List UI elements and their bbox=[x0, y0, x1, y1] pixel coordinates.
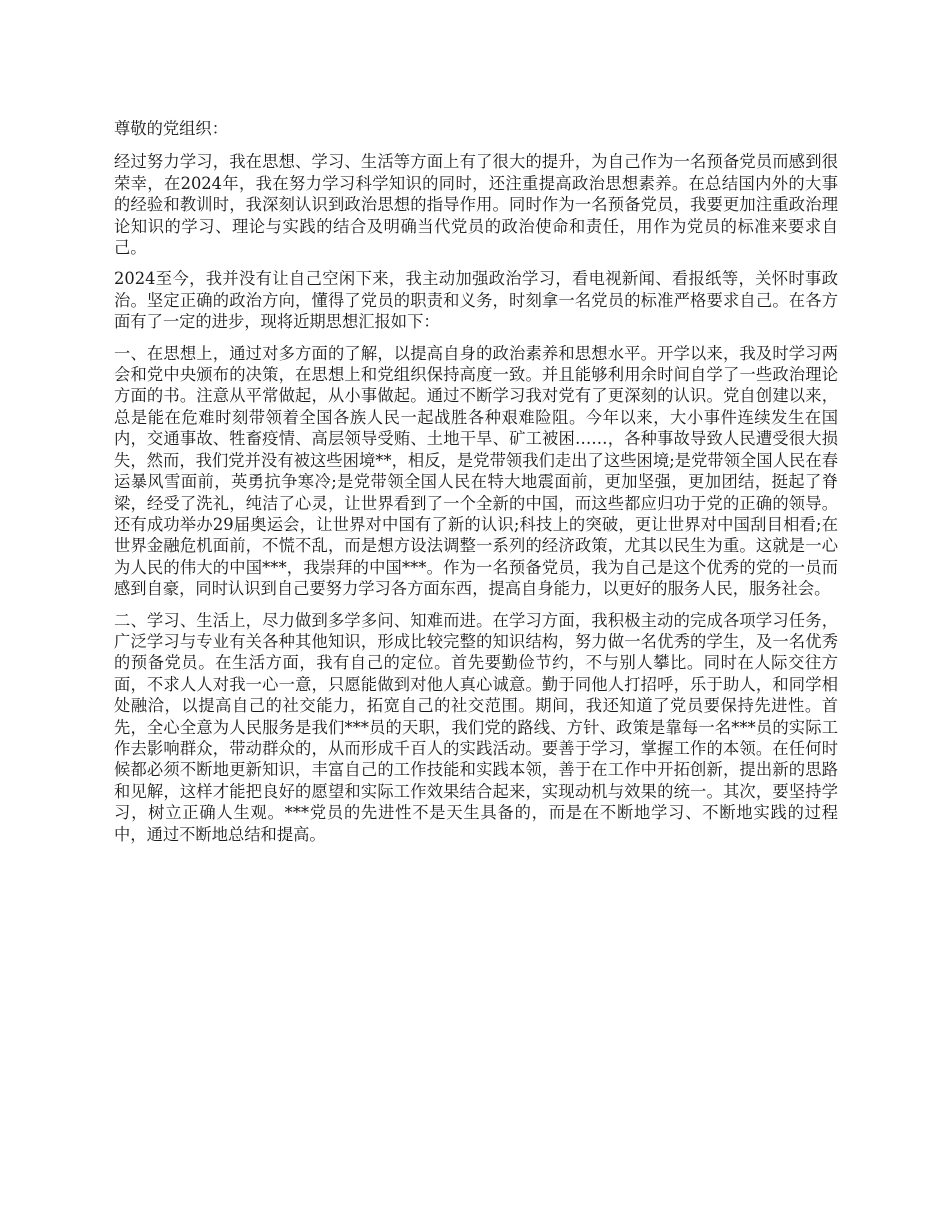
document-page bbox=[114, 118, 838, 855]
paragraph-study-life: 二、学习、生活上，尽力做到多学多问、知难而进。在学习方面，我积极主动的完成各项学习任务，广泛学习与专业有关各种其他知识，形成比较完整的知识结构，努力做一名优秀的学生，及一名优秀的预备党员。在生活方面，我有自己的定位。首先要勤俭节约，不与别人攀比。同时在人际交往方面，不求人人对我一心一意，只愿能做到对他人真心诚意。勤于同他人打招呼，乐于助人，和同学相处融洽，以提高自己的社交能力，拓宽自己的社交范围。期间，我还知道了党员要保持先进性。首先，全心全意为人民服务是我们***员的天职，我们党的路线、方针、政策是靠每一名***员的实际工作去影响群众，带动群众的，从而形成千百人的实践活动。要善于学习，掌握工作的本领。在任何时候都必须不断地更新知识，丰富自己的工作技能和实践本领，善于在工作中开拓创新，提出新的思路和见解，这样才能把良好的愿望和实际工作效果结合起来，实现动机与效果的统一。其次，要坚持学习，树立正确人生观。***党员的先进性不是天生具备的，而是在不断地学习、不断地实践的过程中，通过不断地总结和提高。 bbox=[114, 610, 838, 844]
paragraph-thought: 一、在思想上，通过对多方面的了解，以提高自身的政治素养和思想水平。开学以来，我及时学习两会和党中央颁布的决策，在思想上和党组织保持高度一致。并且能够利用余时间自学了一些政治理论方面的书。注意从平常做起，从小事做起。通过不断学习我对党有了更深刻的认识。党自创建以来，总是能在危难时刻带领着全国各族人民一起战胜各种艰难险阻。今年以来，大小事件连续发生在国内，交通事故、牲畜疫情、高层领导受贿、土地干旱、矿工被困……，各种事故导致人民遭受很大损失，然而，我们党并没有被这些困境**，相反，是党带领我们走出了这些困境;是党带领全国人民在春运暴风雪面前，英勇抗争寒冷;是党带领全国人民在特大地震面前，更加坚强，更加团结，挺起了脊梁，经受了洗礼，纯洁了心灵，让世界看到了一个全新的中国，而这些都应归功于党的正确的领导。还有成功举办29届奥运会，让世界对中国有了新的认识;科技上的突破，更让世界对中国刮目相看;在世界金融危机面前，不慌不乱，而是想方设法调整一系列的经济政策，尤其以民生为重。这就是一心为人民的伟大的中国***，我崇拜的中国***。作为一名预备党员，我为自己是这个优秀的党的一员而感到自豪，同时认识到自己要努力学习各方面东西，提高自身能力，以更好的服务人民，服务社会。 bbox=[114, 343, 838, 599]
salutation: 尊敬的党组织： bbox=[114, 119, 228, 138]
paragraph-since-2024: 2024至今，我并没有让自己空闲下来，我主动加强政治学习，看电视新闻、看报纸等，关怀时事政治。坚定正确的政治方向，懂得了党员的职责和义务，时刻拿一名党员的标准严格要求自己。在各方面有了一定的进步，现将近期思想汇报如下： bbox=[114, 269, 838, 332]
paragraph-intro: 经过努力学习，我在思想、学习、生活等方面上有了很大的提升，为自己作为一名预备党员而感到很荣幸，在2024年，我在努力学习科学知识的同时，还注重提高政治思想素养。在总结国内外的大事的经验和教训时，我深刻认识到政治思想的指导作用。同时作为一名预备党员，我要更加注重政治理论知识的学习、理论与实践的结合及明确当代党员的政治使命和责任，用作为党员的标准来要求自己。 bbox=[114, 152, 838, 258]
